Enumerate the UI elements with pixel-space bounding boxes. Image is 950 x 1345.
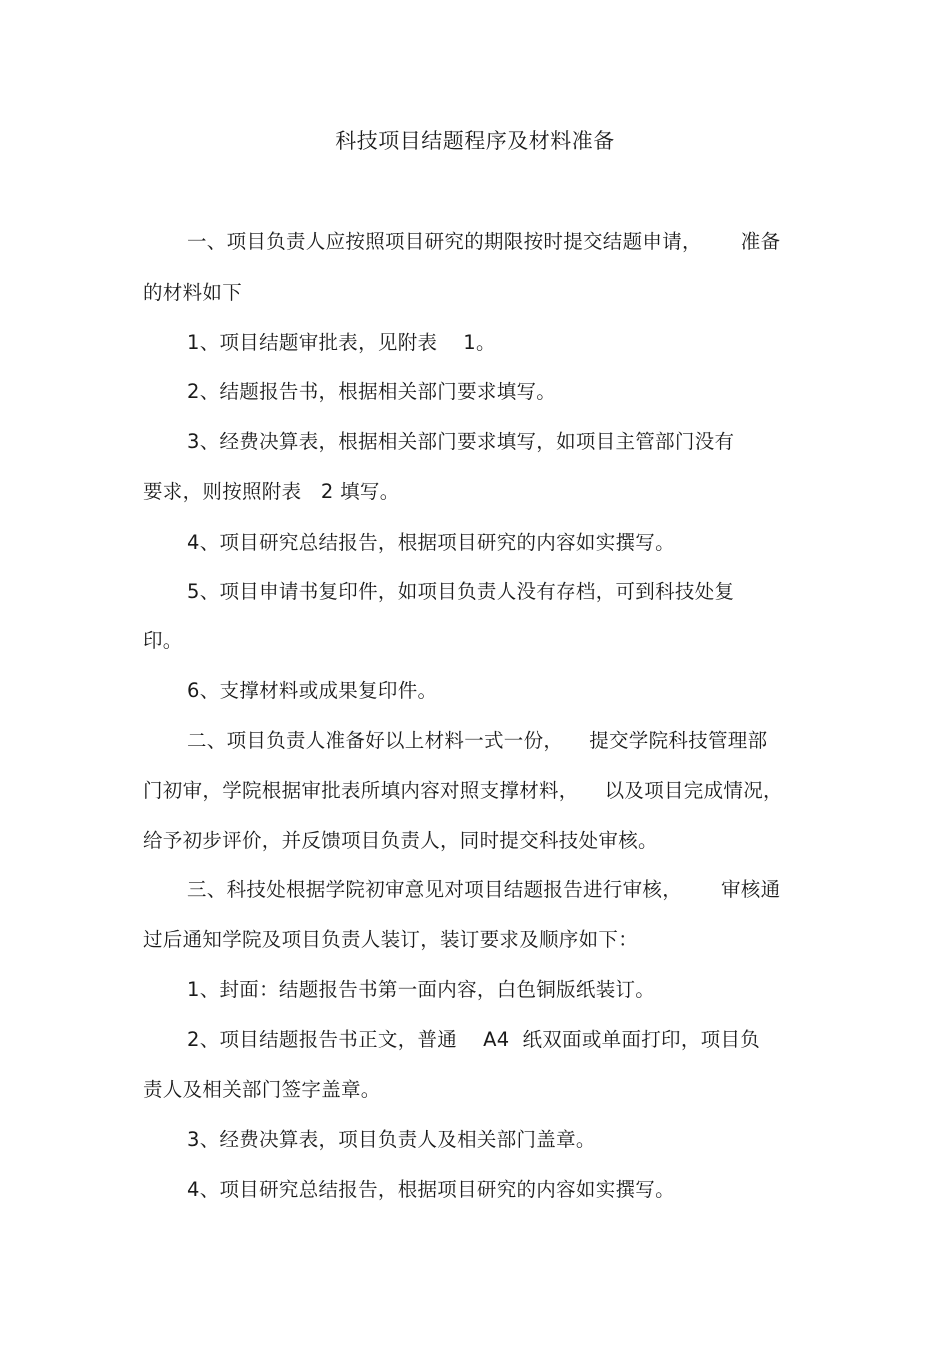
item-3-3: 3、经费决算表，项目负责人及相关部门盖章。 xyxy=(187,1128,596,1151)
item-3-2-line-1: 2、项目结题报告书正文，普通 A4 纸双面或单面打印，项目负 xyxy=(187,1028,761,1051)
item-1-6: 6、支撑材料或成果复印件。 xyxy=(187,679,438,702)
item-1-5-line-2: 印。 xyxy=(143,629,183,652)
item-1-2: 2、结题报告书，根据相关部门要求填写。 xyxy=(187,380,557,403)
paragraph-2-line-1: 二、项目负责人准备好以上材料一式一份， 提交学院科技管理部 xyxy=(187,729,768,752)
item-1-1: 1、项目结题审批表，见附表 1。 xyxy=(187,331,496,354)
item-1-3-line-2: 要求，则按照附表 2 填写。 xyxy=(143,480,400,503)
item-1-3-line-1: 3、经费决算表，根据相关部门要求填写，如项目主管部门没有 xyxy=(187,430,735,453)
paragraph-1-line-2: 的材料如下 xyxy=(143,281,243,304)
item-3-2-line-2: 责人及相关部门签字盖章。 xyxy=(143,1078,381,1101)
item-3-1: 1、封面：结题报告书第一面内容，白色铜版纸装订。 xyxy=(187,978,656,1001)
item-3-4: 4、项目研究总结报告，根据项目研究的内容如实撰写。 xyxy=(187,1178,675,1201)
paragraph-2-line-3: 给予初步评价，并反馈项目负责人，同时提交科技处审核。 xyxy=(143,829,658,852)
paragraph-2-line-2: 门初审，学院根据审批表所填内容对照支撑材料， 以及项目完成情况， xyxy=(143,779,783,802)
item-1-4: 4、项目研究总结报告，根据项目研究的内容如实撰写。 xyxy=(187,531,675,554)
paragraph-3-line-2: 过后通知学院及项目负责人装订，装订要求及顺序如下： xyxy=(143,928,639,951)
paragraph-1-line-1: 一、项目负责人应按照项目研究的期限按时提交结题申请， 准备 xyxy=(187,230,781,253)
paragraph-3-line-1: 三、科技处根据学院初审意见对项目结题报告进行审核， 审核通 xyxy=(187,878,781,901)
item-1-5-line-1: 5、项目申请书复印件，如项目负责人没有存档，可到科技处复 xyxy=(187,580,735,603)
document-title: 科技项目结题程序及材料准备 xyxy=(335,129,615,153)
